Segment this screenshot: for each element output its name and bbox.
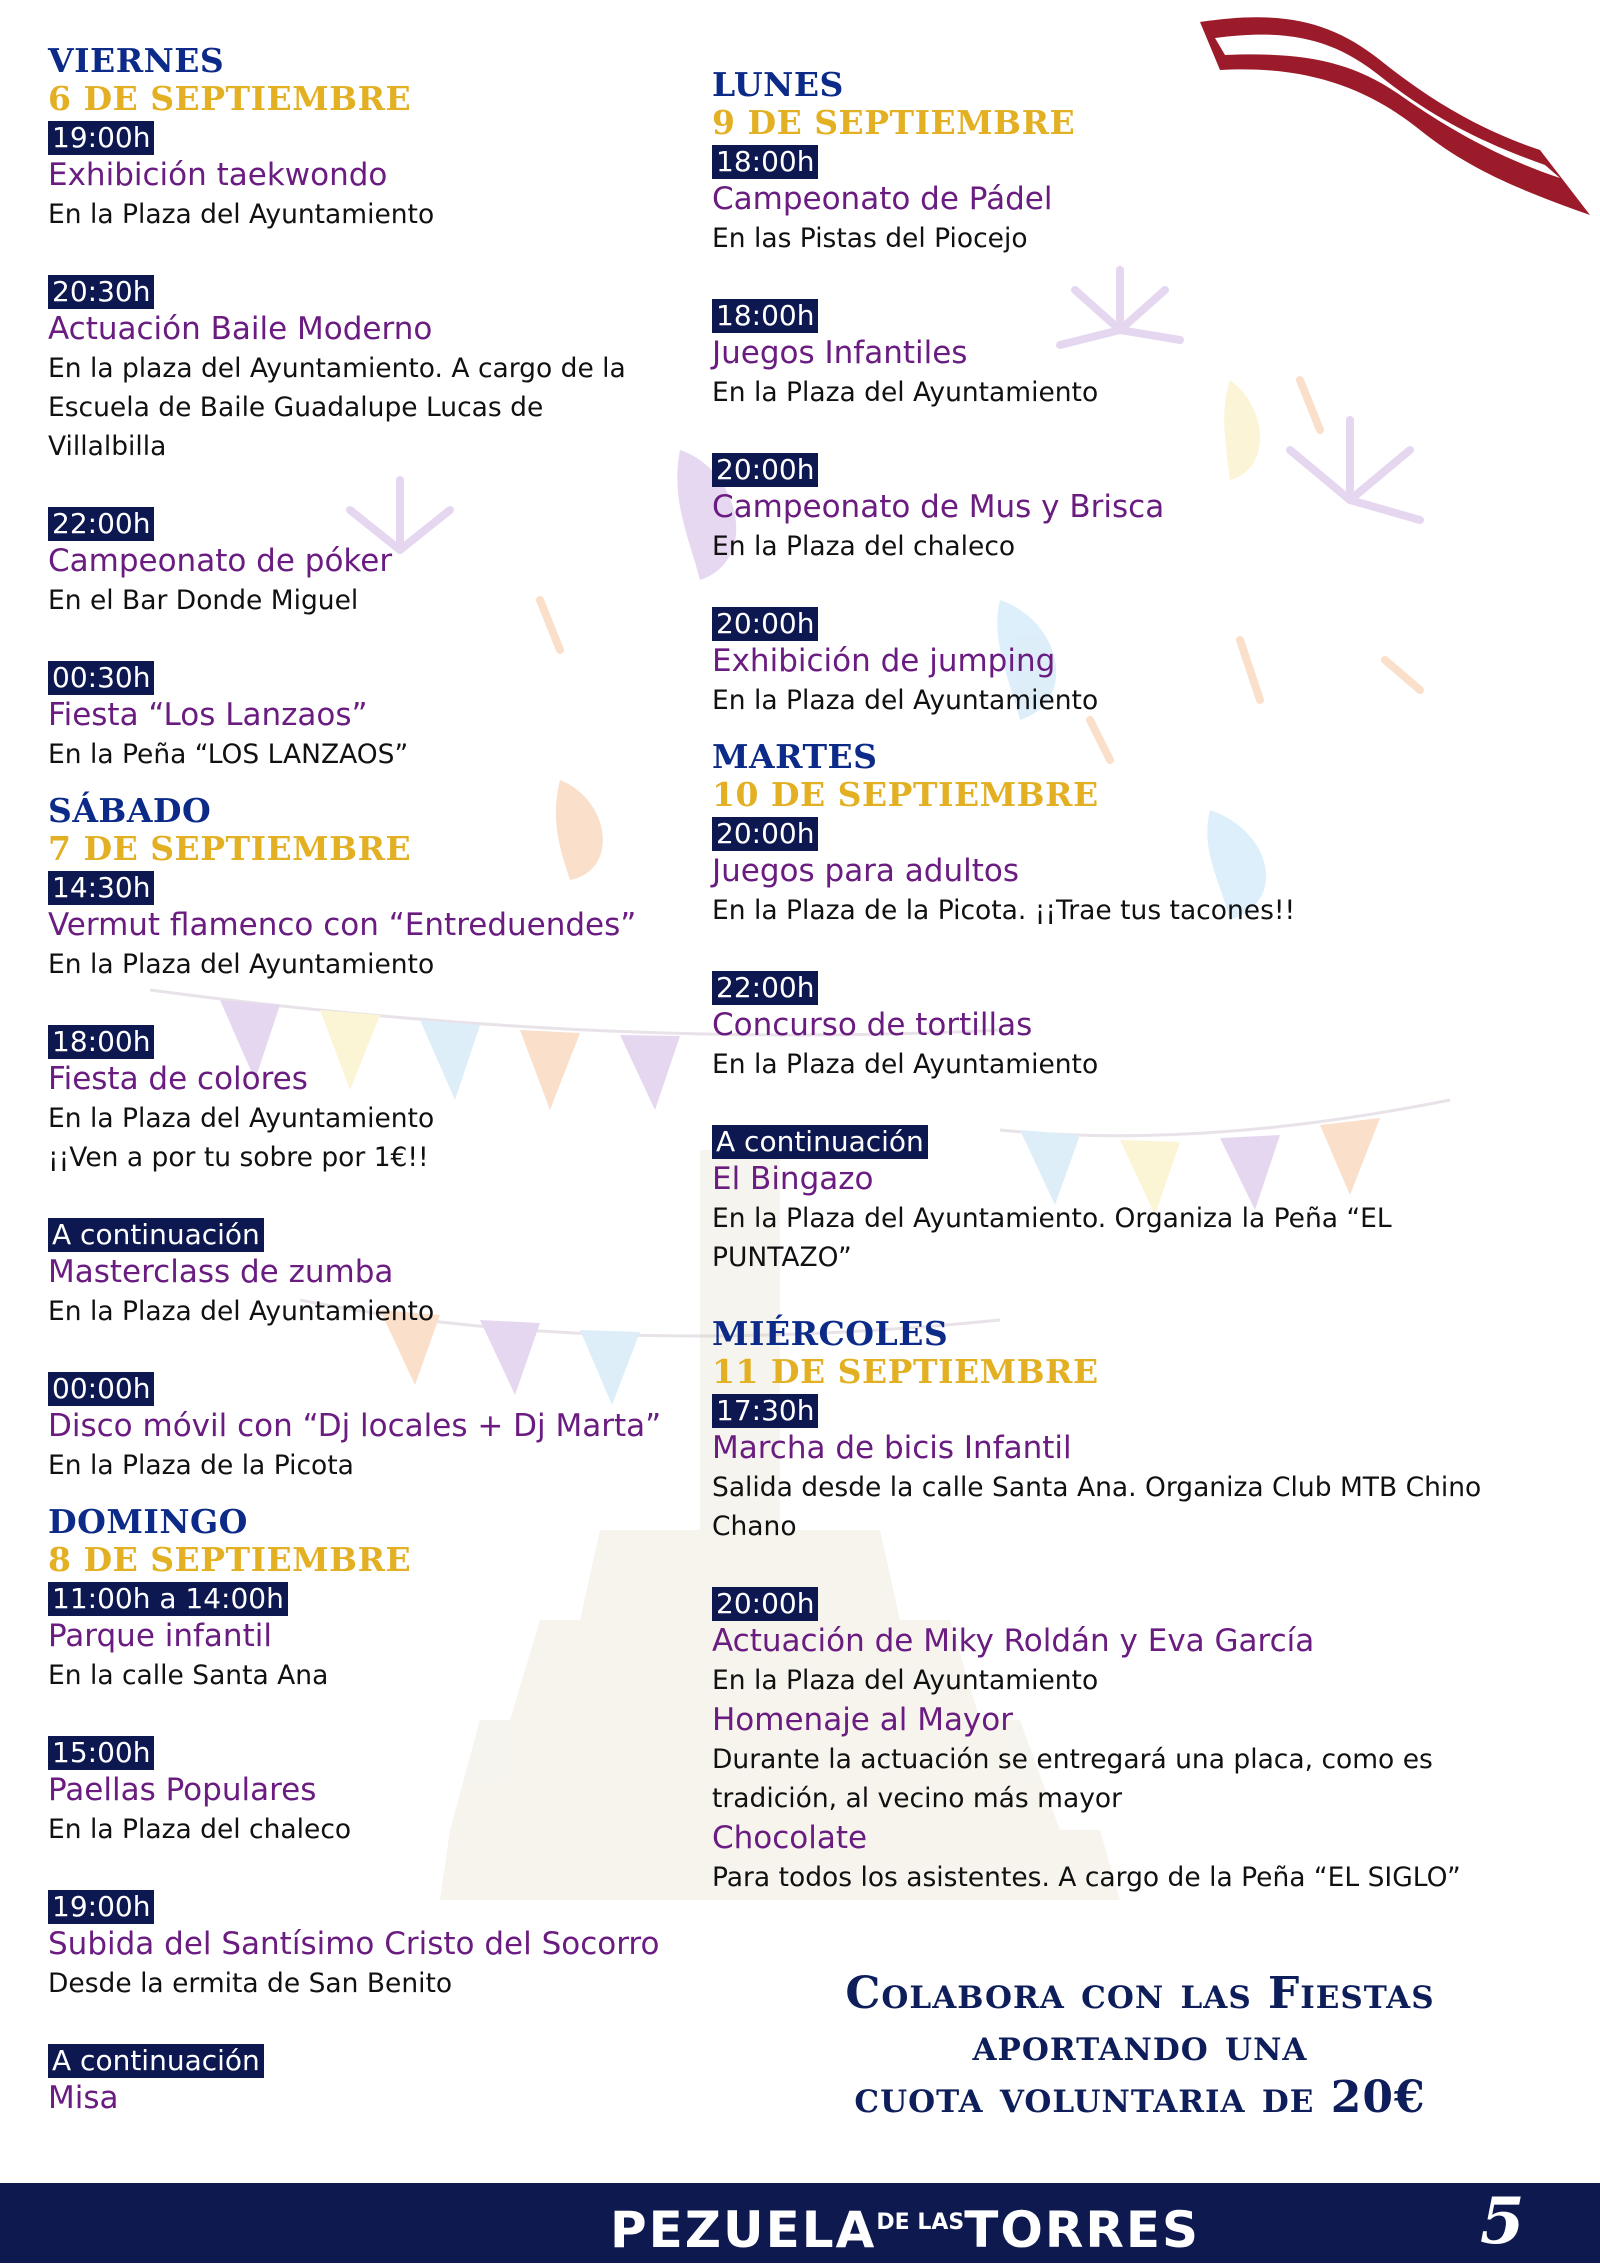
event	[712, 1391, 1532, 1546]
event-location: En la Plaza del chaleco	[48, 1814, 352, 1845]
event	[712, 604, 1532, 720]
event-title: Masterclass de zumba	[48, 1254, 394, 1290]
event-location: En la calle Santa Ana	[48, 1660, 329, 1691]
event-extra-title: Homenaje al Mayor	[712, 1702, 1013, 1738]
event	[48, 1369, 708, 1485]
event-note: ¡¡Ven a por tu sobre por 1€!!	[48, 1142, 429, 1173]
brand-word-1: PEZUELA	[610, 2201, 877, 2259]
event-time: 20:30h	[48, 275, 154, 309]
day-name: DOMINGO	[48, 1502, 248, 1541]
event	[48, 1215, 708, 1331]
day-name: MARTES	[712, 737, 878, 776]
event-title: Concurso de tortillas	[712, 1007, 1033, 1043]
event	[48, 272, 708, 466]
event	[48, 868, 708, 984]
event-title: Disco móvil con “Dj locales + Dj Marta”	[48, 1408, 662, 1444]
event	[712, 1584, 1532, 1897]
event-time: 00:30h	[48, 661, 154, 695]
event	[48, 1579, 708, 1695]
event-title: Exhibición taekwondo	[48, 157, 388, 193]
event-extra-desc: Durante la actuación se entregará una placa, como es tradición, al vecino más mayor	[712, 1744, 1433, 1814]
event	[48, 118, 708, 234]
day-name: LUNES	[712, 65, 844, 104]
event	[48, 658, 708, 774]
event-location: En la Plaza del Ayuntamiento	[712, 1665, 1099, 1696]
day-date: 11 DE SEPTIEMBRE	[712, 1352, 1099, 1391]
day-viernes	[48, 0, 708, 774]
event-location: En la Plaza del Ayuntamiento	[48, 1103, 435, 1134]
event	[712, 968, 1532, 1084]
event-title: Paellas Populares	[48, 1772, 317, 1808]
event	[48, 1887, 708, 2003]
event-title: Campeonato de Pádel	[712, 181, 1053, 217]
schedule-right-column	[712, 0, 1532, 1897]
event-title: Juegos Infantiles	[712, 335, 968, 371]
event-extra-desc: Para todos los asistentes. A cargo de la Peña “EL SIGLO”	[712, 1862, 1461, 1893]
day-date: 8 DE SEPTIEMBRE	[48, 1540, 412, 1579]
day-sabado	[48, 774, 708, 1485]
event-location: En la plaza del Ayuntamiento. A cargo de la Escuela de Baile Guadalupe Lucas de Villalbilla	[48, 353, 626, 462]
event-time: 20:00h	[712, 453, 818, 487]
event-location: En la Plaza del chaleco	[712, 531, 1016, 562]
event-title: Parque infantil	[48, 1618, 272, 1654]
event-title: Fiesta “Los Lanzaos”	[48, 697, 368, 733]
contribution-line-2: aportando una	[972, 2020, 1308, 2071]
event	[48, 1022, 708, 1177]
event-location: En la Plaza del Ayuntamiento	[48, 949, 435, 980]
event-title: Vermut flamenco con “Entreduendes”	[48, 907, 637, 943]
event-time: A continuación	[712, 1125, 928, 1159]
event	[712, 450, 1532, 566]
schedule-left-column	[48, 0, 708, 2118]
event	[48, 504, 708, 620]
event-time: 19:00h	[48, 1890, 154, 1924]
event-location: En la Plaza del Ayuntamiento	[48, 199, 435, 230]
day-domingo	[48, 1485, 708, 2118]
event	[712, 1122, 1532, 1277]
event-title: Actuación de Miky Roldán y Eva García	[712, 1623, 1315, 1659]
day-name: VIERNES	[48, 41, 225, 80]
event-title: Misa	[48, 2080, 119, 2116]
event-extra	[712, 1700, 1532, 1818]
event-title: Fiesta de colores	[48, 1061, 308, 1097]
event-location: En la Plaza del Ayuntamiento	[712, 1049, 1099, 1080]
event-title: Juegos para adultos	[712, 853, 1019, 889]
event-time: 18:00h	[712, 299, 818, 333]
event-location: En la Peña “LOS LANZAOS”	[48, 739, 409, 770]
event-title: Marcha de bicis Infantil	[712, 1430, 1072, 1466]
event-time: 20:00h	[712, 1587, 818, 1621]
day-date: 6 DE SEPTIEMBRE	[48, 79, 412, 118]
event	[712, 296, 1532, 412]
event-title: El Bingazo	[712, 1161, 874, 1197]
event-time: 15:00h	[48, 1736, 154, 1770]
event-location: Salida desde la calle Santa Ana. Organiza Club MTB Chino Chano	[712, 1472, 1482, 1542]
event-title: Exhibición de jumping	[712, 643, 1056, 679]
contribution-line-1: Colabora con las Fiestas	[845, 1968, 1435, 2019]
event-title: Actuación Baile Moderno	[48, 311, 433, 347]
event-time: 00:00h	[48, 1372, 154, 1406]
event-location: En las Pistas del Piocejo	[712, 223, 1028, 254]
event-title: Campeonato de póker	[48, 543, 393, 579]
day-name: MIÉRCOLES	[712, 1314, 949, 1353]
event-location: En la Plaza del Ayuntamiento	[712, 685, 1099, 716]
day-martes	[712, 720, 1532, 1277]
footer-brand-logo	[610, 2186, 1200, 2267]
event-location: En la Plaza del Ayuntamiento. Organiza la Peña “EL PUNTAZO”	[712, 1203, 1392, 1273]
day-lunes	[712, 0, 1532, 720]
event-time: 20:00h	[712, 607, 818, 641]
brand-word-3: TORRES	[964, 2201, 1200, 2259]
event-location: En la Plaza del Ayuntamiento	[712, 377, 1099, 408]
day-date: 10 DE SEPTIEMBRE	[712, 775, 1099, 814]
event-time: 18:00h	[48, 1025, 154, 1059]
event-title: Subida del Santísimo Cristo del Socorro	[48, 1926, 660, 1962]
event-time: 22:00h	[712, 971, 818, 1005]
event-time: 18:00h	[712, 145, 818, 179]
event-time: 11:00h a 14:00h	[48, 1582, 288, 1616]
day-date: 7 DE SEPTIEMBRE	[48, 829, 412, 868]
event	[712, 814, 1532, 930]
event-extra-title: Chocolate	[712, 1820, 868, 1856]
event-time: 22:00h	[48, 507, 154, 541]
event-location: Desde la ermita de San Benito	[48, 1968, 453, 1999]
event-time: 14:30h	[48, 871, 154, 905]
event-time: A continuación	[48, 2044, 264, 2078]
event-location: En el Bar Donde Miguel	[48, 585, 359, 616]
contribution-line-3: cuota voluntaria de 20€	[854, 2072, 1426, 2123]
day-miercoles	[712, 1277, 1532, 1897]
event-location: En la Plaza de la Picota	[48, 1450, 354, 1481]
event-time: 20:00h	[712, 817, 818, 851]
page-number: 5	[1480, 2184, 1525, 2259]
event-extra	[712, 1818, 1532, 1897]
event-location: En la Plaza de la Picota. ¡¡Trae tus tacones!!	[712, 895, 1296, 926]
contribution-notice	[830, 1968, 1450, 2124]
event	[712, 142, 1532, 258]
brand-word-2: DE LAS	[876, 2210, 965, 2235]
event	[48, 2041, 708, 2118]
event-time: 17:30h	[712, 1394, 818, 1428]
event-time: 19:00h	[48, 121, 154, 155]
day-name: SÁBADO	[48, 791, 212, 830]
event	[48, 1733, 708, 1849]
day-date: 9 DE SEPTIEMBRE	[712, 103, 1076, 142]
event-location: En la Plaza del Ayuntamiento	[48, 1296, 435, 1327]
event-title: Campeonato de Mus y Brisca	[712, 489, 1165, 525]
event-time: A continuación	[48, 1218, 264, 1252]
